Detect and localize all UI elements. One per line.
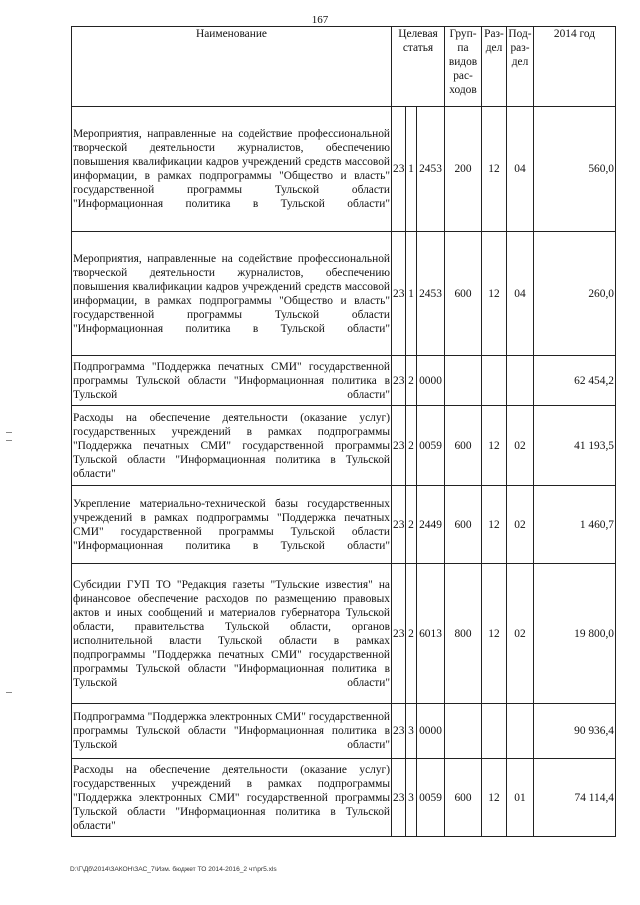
file-path-footer: D:\Г\Дб\2014\ЗАКОН\ЗАС_7\Изм. бюджет ТО 2014-2016_2 чт\pr5.xls [70,866,277,873]
target-code-program: 23 [392,356,406,406]
amount-2014: 62 454,2 [534,356,616,406]
target-code-program: 23 [392,704,406,759]
section-code: 12 [482,486,507,564]
amount-2014: 260,0 [534,232,616,356]
header-expense-group: Груп-па видов рас-ходов [445,27,482,107]
amount-2014: 1 460,7 [534,486,616,564]
target-code-item: 2453 [417,107,445,232]
table-row [72,564,616,704]
target-code-subprogram: 1 [406,232,417,356]
header-year: 2014 год [534,27,616,107]
subsection-code [507,704,534,759]
row-name: Субсидии ГУП ТО "Редакция газеты "Тульские известия" на финансовое обеспечение расходов по размещению правовых актов и иных сообщений и материалов губернатора Тульской области, правительства Тульской области, органов исполнительной власти Тульской области в рамках подпрограммы "Поддержка печатных СМИ" государственной программы Тульской области "Информационная политика в Тульской области" [72,564,392,704]
subsection-code: 02 [507,406,534,486]
amount-2014: 19 800,0 [534,564,616,704]
subsection-code: 01 [507,759,534,837]
section-code [482,704,507,759]
header-row [72,27,616,107]
section-code: 12 [482,406,507,486]
target-code-program: 23 [392,564,406,704]
expense-group: 800 [445,564,482,704]
subsection-code [507,356,534,406]
subsection-code: 02 [507,564,534,704]
row-name: Подпрограмма "Поддержка электронных СМИ" государственной программы Тульской области "Информационная политика в Тульской области" [72,704,392,759]
target-code-subprogram: 3 [406,704,417,759]
table-row [72,232,616,356]
subsection-code: 04 [507,232,534,356]
header-subsection: Под-раз-дел [507,27,534,107]
expense-group: 600 [445,759,482,837]
target-code-item: 2453 [417,232,445,356]
target-code-item: 0000 [417,704,445,759]
target-code-program: 23 [392,406,406,486]
amount-2014: 90 936,4 [534,704,616,759]
expense-group [445,704,482,759]
row-name: Мероприятия, направленные на содействие профессиональной творческой деятельности журналистов, обеспечению повышения квалификации кадров учреждений средств массовой информации, в рамках подпрограммы "Общество и власть" государственной программы Тульской области "Информационная политика в Тульской области" [72,232,392,356]
edge-mark [6,432,12,433]
table-row [72,406,616,486]
target-code-item: 6013 [417,564,445,704]
section-code: 12 [482,564,507,704]
section-code [482,356,507,406]
expense-group: 600 [445,232,482,356]
target-code-subprogram: 2 [406,356,417,406]
target-code-item: 0059 [417,759,445,837]
amount-2014: 560,0 [534,107,616,232]
table-row [72,107,616,232]
target-code-program: 23 [392,486,406,564]
target-code-item: 0059 [417,406,445,486]
target-code-item: 2449 [417,486,445,564]
header-target-article: Целевая статья [392,27,445,107]
table-row [72,704,616,759]
table-row [72,759,616,837]
subsection-code: 02 [507,486,534,564]
section-code: 12 [482,107,507,232]
expense-group [445,356,482,406]
header-section: Раз-дел [482,27,507,107]
target-code-program: 23 [392,107,406,232]
amount-2014: 41 193,5 [534,406,616,486]
table-row [72,356,616,406]
target-code-subprogram: 1 [406,107,417,232]
target-code-subprogram: 3 [406,759,417,837]
row-name: Расходы на обеспечение деятельности (оказание услуг) государственных учреждений в рамках подпрограммы "Поддержка печатных СМИ" государственной программы Тульской области "Информационная политика в Тульской области" [72,406,392,486]
page-number: 167 [311,14,329,26]
target-code-program: 23 [392,759,406,837]
section-code: 12 [482,759,507,837]
target-code-subprogram: 2 [406,406,417,486]
table-row [72,486,616,564]
row-name: Мероприятия, направленные на содействие профессиональной творческой деятельности журналистов, обеспечению повышения квалификации кадров учреждений средств массовой информации, в рамках подпрограммы "Общество и власть" государственной программы Тульской области "Информационная политика в Тульской области" [72,107,392,232]
header-name: Наименование [72,27,392,107]
subsection-code: 04 [507,107,534,232]
amount-2014: 74 114,4 [534,759,616,837]
target-code-item: 0000 [417,356,445,406]
row-name: Расходы на обеспечение деятельности (оказание услуг) государственных учреждений в рамках подпрограммы "Поддержка электронных СМИ" государственной программы Тульской области "Информационная политика в Тульской области" [72,759,392,837]
expense-group: 600 [445,486,482,564]
edge-mark [6,440,12,441]
expense-group: 200 [445,107,482,232]
target-code-program: 23 [392,232,406,356]
target-code-subprogram: 2 [406,564,417,704]
row-name: Подпрограмма "Поддержка печатных СМИ" государственной программы Тульской области "Информационная политика в Тульской области" [72,356,392,406]
expense-group: 600 [445,406,482,486]
target-code-subprogram: 2 [406,486,417,564]
section-code: 12 [482,232,507,356]
budget-table [71,26,616,837]
row-name: Укрепление материально-технической базы государственных учреждений в рамках подпрограммы "Поддержка печатных СМИ" государственной программы Тульской области "Информационная политика в Тульской области" [72,486,392,564]
edge-mark [6,692,12,693]
